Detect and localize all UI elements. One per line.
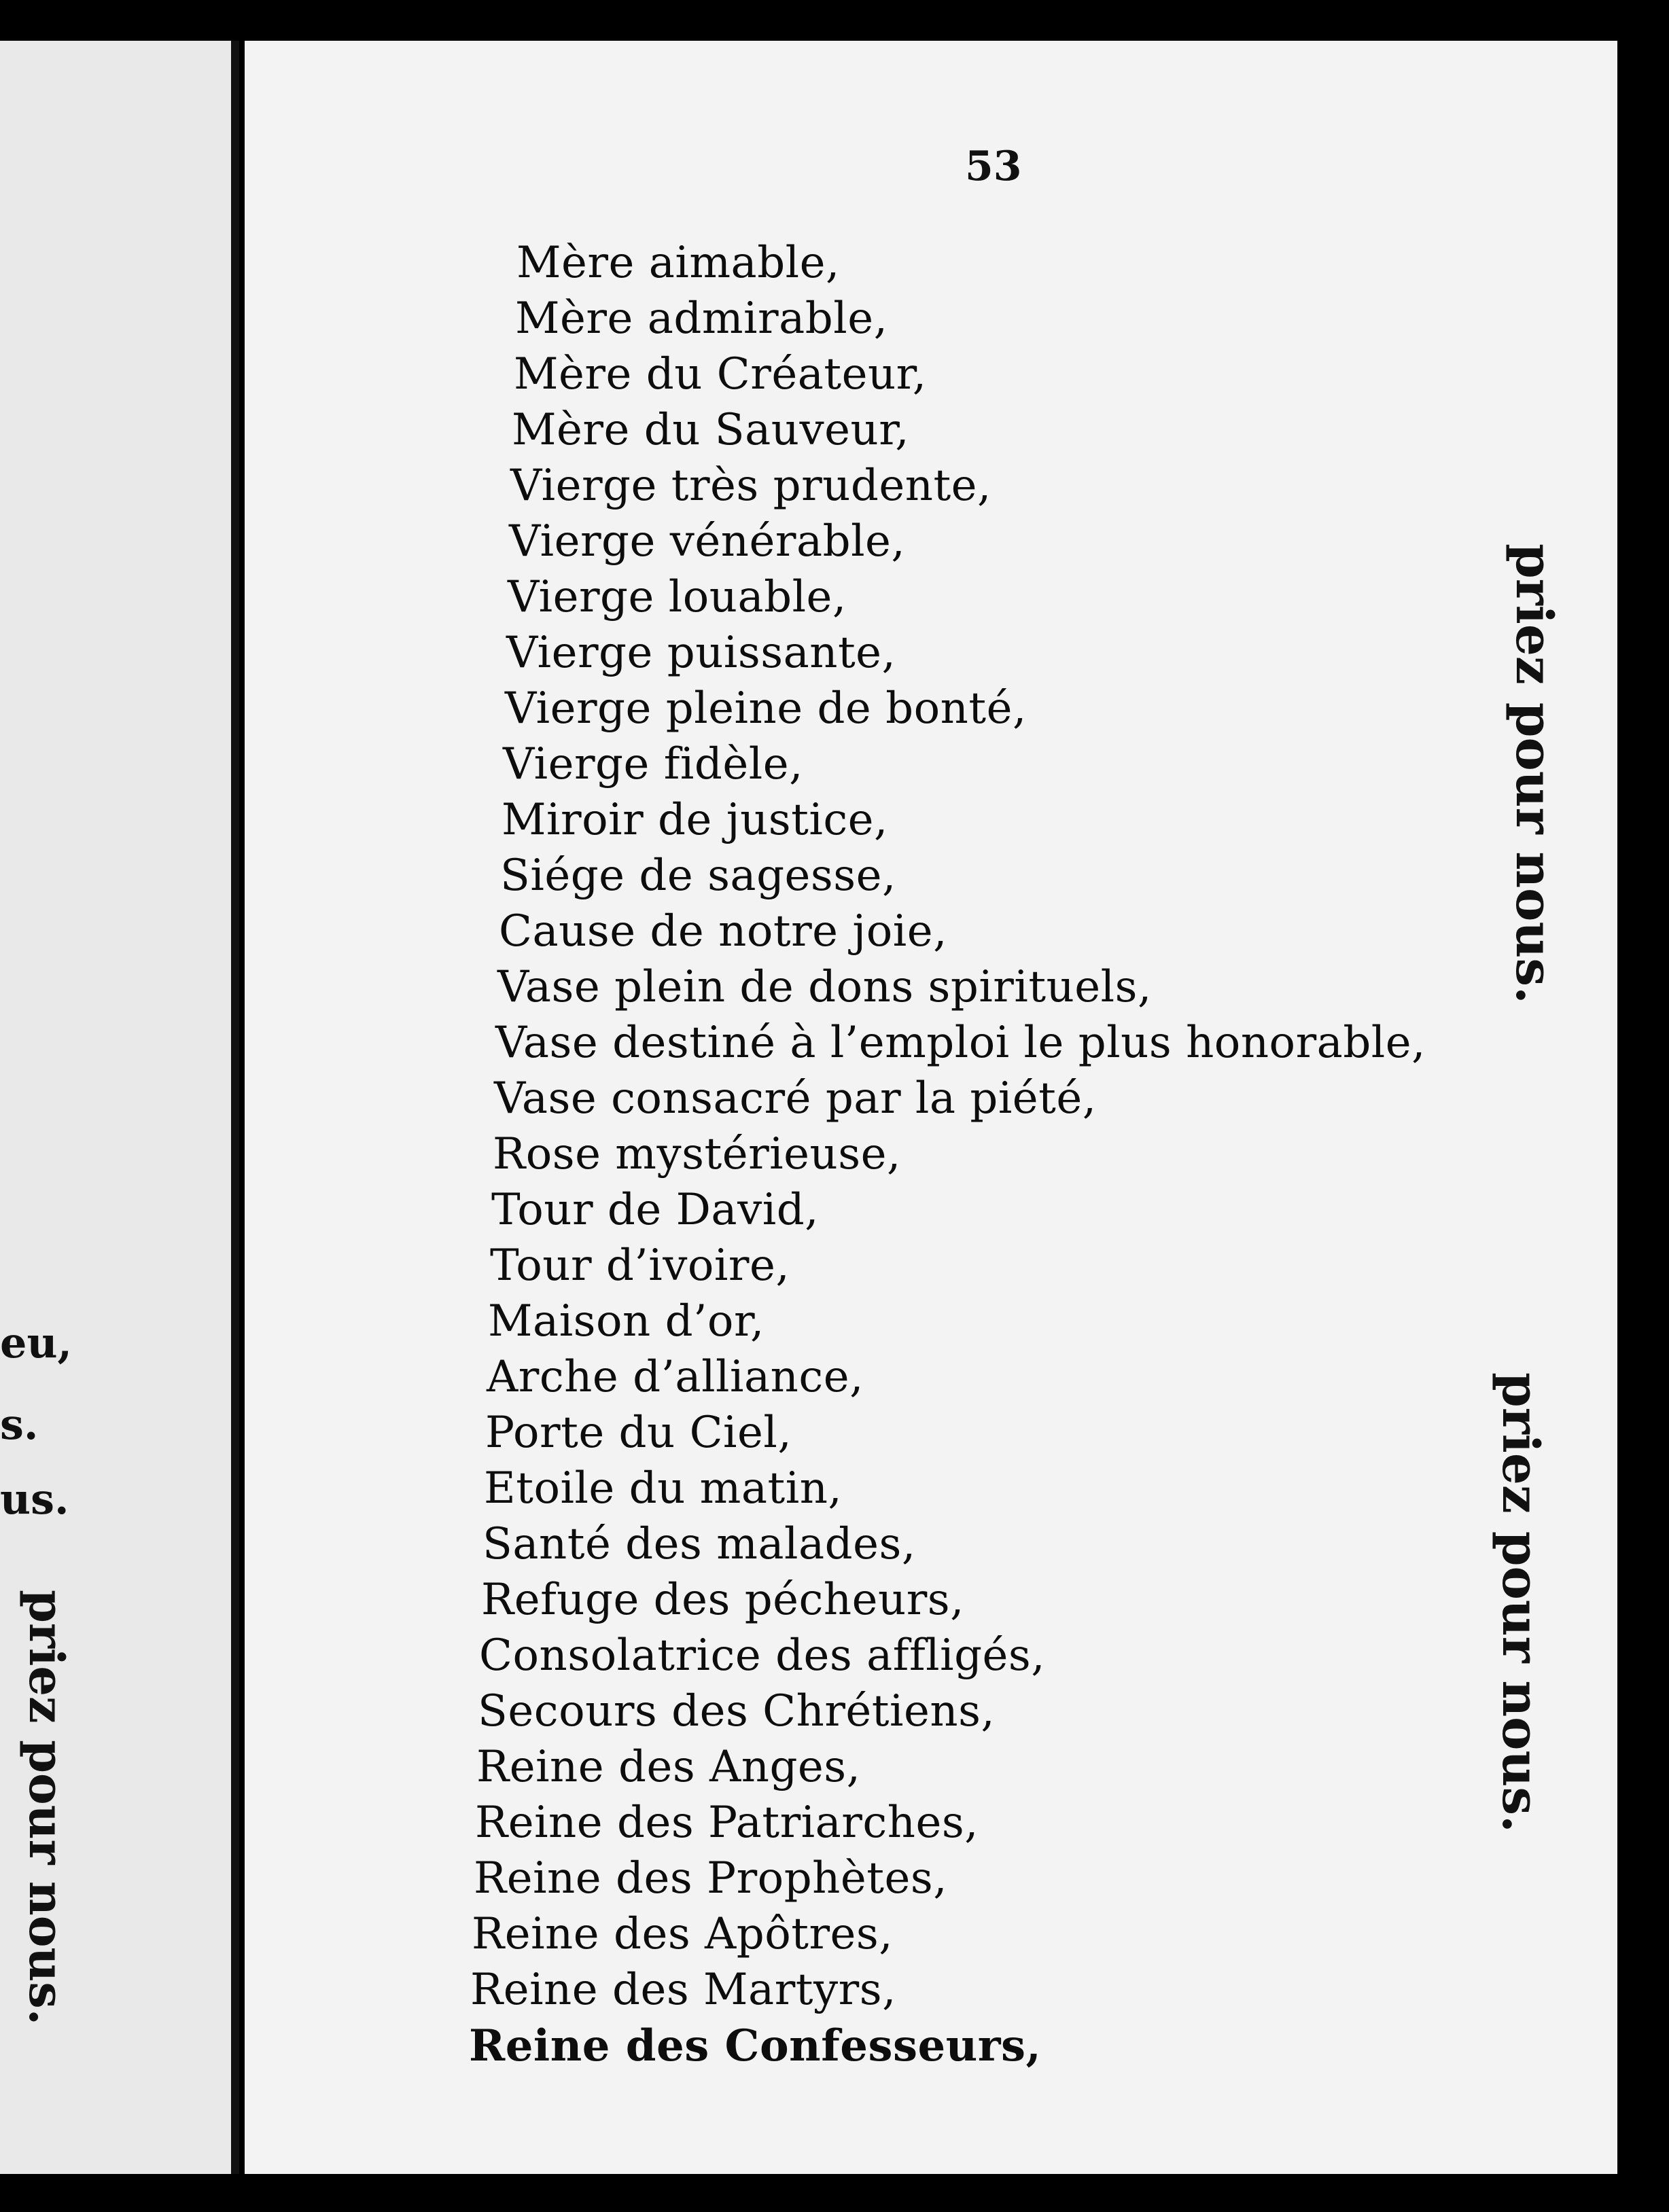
litany-line: Porte du Ciel,: [485, 1408, 792, 1458]
litany-line: Tour d’ivoire,: [490, 1241, 790, 1291]
litany-line: Secours des Chrétiens,: [478, 1686, 996, 1736]
page-gutter: [231, 41, 239, 2174]
litany-line: Consolatrice des affligés,: [479, 1630, 1046, 1681]
litany-line: Maison d’or,: [488, 1296, 765, 1346]
litany-line: Vierge pleine de bonté,: [505, 683, 1027, 734]
litany-line: Reine des Martyrs,: [470, 1965, 896, 2015]
litany-line: Etoile du matin,: [484, 1463, 843, 1514]
left-fragment-2: s.: [0, 1399, 39, 1449]
litany-line: Vase destiné à l’emploi le plus honorable,: [495, 1018, 1426, 1068]
response-top: priez pour nous.: [1505, 543, 1563, 1004]
litany-line: Santé des malades,: [482, 1519, 916, 1569]
left-fragment-1: eu,: [0, 1318, 73, 1368]
litany-line: Arche d’alliance,: [487, 1352, 864, 1402]
litany-list: [245, 41, 1617, 2174]
left-fragment-3: us.: [0, 1474, 69, 1524]
litany-line: Miroir de justice,: [502, 795, 888, 845]
litany-line: Vierge très prudente,: [510, 461, 991, 511]
litany-line: Rose mystérieuse,: [493, 1129, 901, 1179]
litany-line: Reine des Prophètes,: [474, 1853, 948, 1904]
litany-line: Reine des Anges,: [476, 1742, 861, 1792]
response-bottom: priez pour nous.: [1491, 1372, 1549, 1833]
left-page-response: priez pour nous.: [18, 1590, 75, 2026]
litany-line: Vierge fidèle,: [503, 739, 803, 789]
litany-line: Mère admirable,: [515, 293, 888, 344]
page-number: 53: [965, 143, 1022, 190]
litany-line: Siége de sagesse,: [500, 851, 896, 901]
litany-line: Reine des Apôtres,: [472, 1909, 894, 1959]
main-page: [245, 41, 1617, 2174]
litany-line: Tour de David,: [491, 1185, 819, 1235]
litany-line: Vase plein de dons spirituels,: [497, 962, 1152, 1012]
left-facing-page: [0, 41, 231, 2174]
litany-line: Reine des Patriarches,: [475, 1798, 979, 1848]
litany-line: Mère aimable,: [516, 238, 840, 288]
litany-line: Mère du Créateur,: [514, 349, 927, 399]
litany-line: Vase consacré par la piété,: [494, 1073, 1097, 1124]
litany-line: Mère du Sauveur,: [512, 405, 910, 455]
litany-line: Cause de notre joie,: [499, 906, 947, 957]
litany-line: Refuge des pécheurs,: [481, 1575, 964, 1625]
litany-line: Vierge louable,: [508, 572, 847, 622]
litany-line: Vierge puissante,: [506, 628, 896, 678]
litany-line: Vierge vénérable,: [509, 516, 906, 567]
litany-line: Reine des Confesseurs,: [469, 2020, 1042, 2071]
